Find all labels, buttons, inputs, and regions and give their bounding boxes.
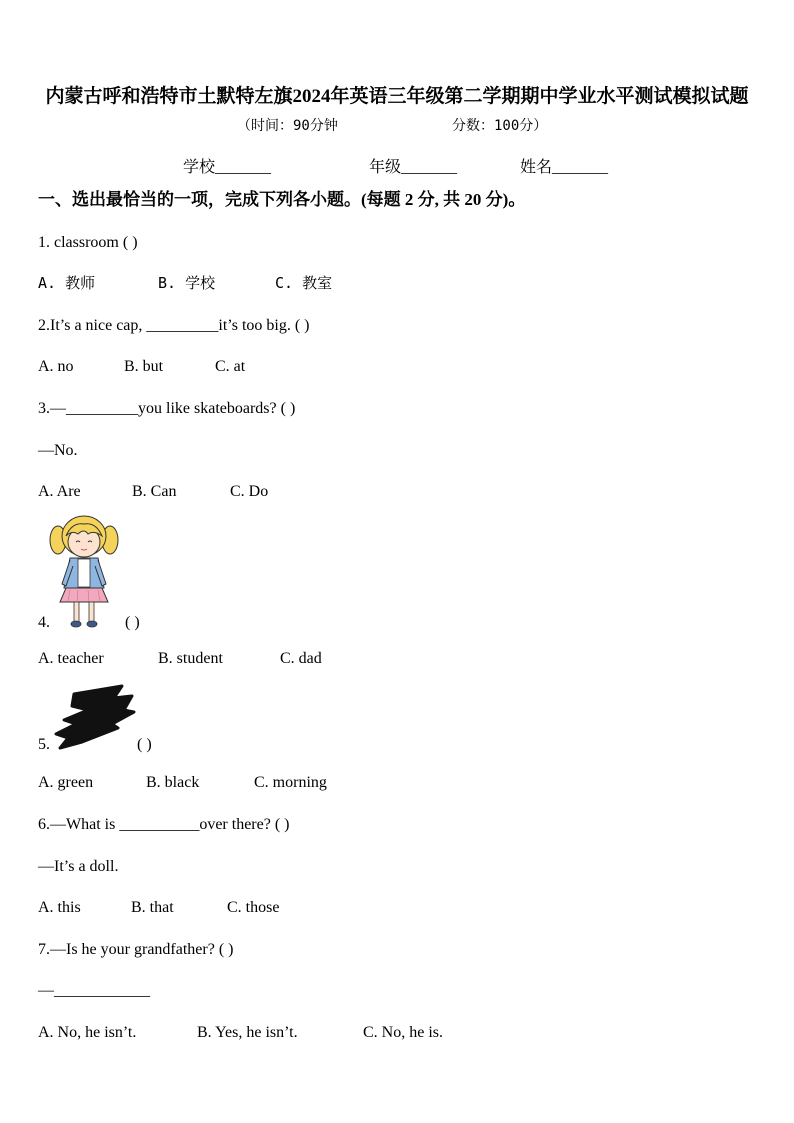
girl-illustration	[48, 514, 120, 630]
question-4-number: 4.	[38, 614, 50, 631]
q7-option-a: A. No, he isn’t.	[38, 1024, 137, 1041]
school-field: 学校_______	[183, 159, 272, 176]
q4-option-b: B. student	[158, 650, 223, 667]
question-5-paren: ( )	[137, 736, 152, 753]
q4-option-c: C. dad	[280, 650, 322, 667]
q3-option-b: B. Can	[132, 483, 177, 500]
q1-option-c: C. 教室	[275, 274, 333, 292]
exam-score: 分数：100分）	[452, 118, 548, 134]
q1-option-b: B. 学校	[158, 274, 216, 292]
q1-option-a: A. 教师	[38, 274, 96, 292]
q3-option-a: A. Are	[38, 483, 81, 500]
question-7-stem: 7.—Is he your grandfather? ( )	[38, 941, 234, 958]
q2-option-b: B. but	[124, 358, 164, 375]
exam-time: （时间：90分钟	[237, 118, 338, 134]
question-1-stem: 1. classroom ( )	[38, 234, 138, 251]
black-scribble-illustration	[52, 684, 136, 750]
name-field: 姓名_______	[520, 159, 609, 176]
q5-option-b: B. black	[146, 774, 200, 791]
question-4-paren: ( )	[125, 614, 140, 631]
question-2-stem: 2.It’s a nice cap, _________it’s too big. ( )	[38, 317, 310, 334]
q6-option-b: B. that	[131, 899, 174, 916]
q5-option-c: C. morning	[254, 774, 327, 791]
grade-field: 年级_______	[369, 159, 458, 176]
q6-option-c: C. those	[227, 899, 280, 916]
q2-option-a: A. no	[38, 358, 74, 375]
q7-option-c: C. No, he is.	[363, 1024, 443, 1041]
q7-option-b: B. Yes, he isn’t.	[197, 1024, 298, 1041]
q4-option-a: A. teacher	[38, 650, 104, 667]
q3-option-c: C. Do	[230, 483, 269, 500]
question-3-stem: 3.—_________you like skateboards? ( )	[38, 400, 296, 417]
exam-title: 内蒙古呼和浩特市土默特左旗2024年英语三年级第二学期期中学业水平测试模拟试题	[45, 86, 749, 107]
q6-option-a: A. this	[38, 899, 81, 916]
question-5-number: 5.	[38, 736, 50, 753]
q2-option-c: C. at	[215, 358, 246, 375]
question-6-reply: —It’s a doll.	[38, 858, 119, 875]
section-heading: 一、选出最恰当的一项，完成下列各小题。(每题 2 分, 共 20 分)。	[38, 190, 526, 209]
q5-option-a: A. green	[38, 774, 94, 791]
question-6-stem: 6.—What is __________over there? ( )	[38, 816, 290, 833]
question-3-reply: —No.	[38, 442, 78, 459]
question-7-reply: —____________	[38, 982, 150, 999]
